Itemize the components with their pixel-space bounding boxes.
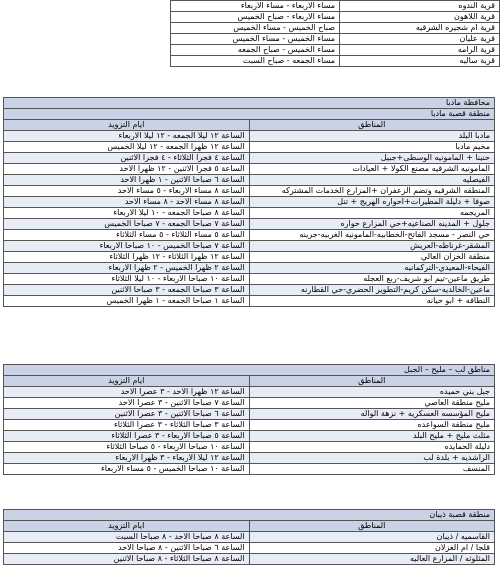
schedule-cell: الساعة ٨ صباحا الجمعه - ١٠ ليلا الاربعاء [4,208,250,219]
table-row [4,464,495,475]
schedule-cell: الساعة ٨ صباحا الثلاثاء - ٨ صباحا الاثنين [4,554,250,565]
lib-mleih-schedule-table [3,364,495,475]
header-area: المناطق [249,521,495,532]
section-title: محافظة مادبا [4,98,495,109]
schedule-cell: الساعة ٤ فجرا الثلاثاء - ٤ فجرا الاثنين [4,153,250,164]
schedule-cell: الساعة ١٠ صباحا الاربعاء - ٥ صباحا الثلاثاء [4,442,250,453]
schedule-cell: الساعة ٧ صباحا الاثنين - ٣ عصرا الاحد [4,398,250,409]
area-cell: قرية ساليه [340,56,500,67]
table-row [171,56,500,67]
schedule-cell: الساعة ١٢ ليلا الجمعه - ١٢ ليلا الاربعاء [4,131,250,142]
table-row [4,387,495,398]
table-row [4,219,495,230]
schedule-cell: الساعة ٦ صباحا الاثنين - ٣ عصرا الاثنين [4,409,250,420]
table-row [171,12,500,23]
area-cell: قرية ام شجيره الشرقيه [340,23,500,34]
area-cell: القاسميه / ذيبان [249,532,495,543]
area-cell: المامونيه الشرقيه مصنع الكولا + العيادات [249,164,495,175]
schedule-cell: الساعة ٣ صباحا الجمعه - ٣ صباحا الاثنين [4,285,250,296]
header-schedule: ايام التزويد [4,120,250,131]
table-row [171,23,500,34]
area-cell: قرية الندوه [340,1,500,12]
table-row [171,45,500,56]
table-row [4,252,495,263]
schedule-cell: الساعة ٧ صباحا الجمعه - ٧ صباحا الخميس [4,219,250,230]
schedule-cell: الساعة ٨ مساء الاربعاء - ٥ مساء الاحد [4,186,250,197]
schedule-cell: الساعة ١ صباحا الجمعه - ١ ظهرا الخميس [4,296,250,307]
header-schedule: ايام التزويد [4,376,250,387]
area-cell: جلول + المدينه الصناعيه+حي المزارع حواره [249,219,495,230]
area-cell: مادبا البلد [249,131,495,142]
table-row [4,208,495,219]
section-subtitle: منطقة قصبة مادبا [4,109,495,120]
schedule-cell: مساء الاربعاء - مساء الاربعاء [171,1,340,12]
schedule-cell: مساء الخميس - صباح الجمعه [171,45,340,56]
area-cell: قرية الرامه [340,45,500,56]
schedule-cell: الساعة ٦ صباحا الاثنين - ٨ صباحا الاحد [4,543,250,554]
section-title: مناطق لب – مليح – الجبل [4,365,495,376]
schedule-cell: الساعة ٢ ظهرا الخميس - ٢ ظهرا الاربعاء [4,263,250,274]
area-cell: قرية اللاهون [340,12,500,23]
header-row [4,521,495,532]
table-row [171,34,500,45]
table-row [4,442,495,453]
section-title-row [4,365,495,376]
header-area: المناطق [249,376,495,387]
schedule-cell: الساعة ٥ مساء الثلاثاء - ٥ مساء الثلاثاء [4,230,250,241]
schedule-cell: الساعة ١٢ ظهرا الجمعه - ١٢ ليلا الخميس [4,142,250,153]
area-cell: منطقة الخزان العالي [249,252,495,263]
table-row [4,263,495,274]
table-row [171,1,500,12]
section-subtitle-row [4,109,495,120]
area-cell: مخيم مادبا [249,142,495,153]
header-schedule: ايام التزويد [4,521,250,532]
table-row [4,453,495,464]
table-row [4,543,495,554]
schedule-cell: الساعة ٥ فجرا الاثنين - ١٢ ظهرا الاحد [4,164,250,175]
schedule-cell: صباح الخميس - مساء الخميس [171,23,340,34]
area-cell: حنينا + المامونيه الوسطى+جبيل [249,153,495,164]
area-cell: النطافه + ابو حيانه [249,296,495,307]
table-row [4,420,495,431]
table-row [4,554,495,565]
area-cell: المنطقه الشرقيه وتضم الزعفران +المزارع الخدمات المشتركه [249,186,495,197]
table-row [4,131,495,142]
schedule-cell: مساء الاربعاء - صباح الخميس [171,12,340,23]
table-row [4,296,495,307]
area-cell: الفيحاء-المعيدي-التركمانيه [249,263,495,274]
schedule-cell: الساعة ٦ صباحا الاثنين - ١ ظهرا الاحد [4,175,250,186]
area-cell: مثلث مليح + مليح البلد [249,431,495,442]
schedule-cell: الساعة ١٠ صباحا الاربعاء - ١٠ ليلا الثلاثاء [4,274,250,285]
area-cell: طريق ماعين-تيم ابو شريف-ربع العجله [249,274,495,285]
section-title: منطقة قصبة ذيبان [4,510,495,521]
schedule-cell: الساعة ١٢ ظهرا الثلاثاء - ١٢ ظهرا الثلاثاء [4,252,250,263]
table-row [4,409,495,420]
schedule-cell: الساعة ٧ صباحا الخميس - ١٠ صباحا الاربعاء [4,241,250,252]
header-row [4,120,495,131]
area-cell: ماعين-الخالديه-سكن كريم-التطوير الحضري-حي القطارنه [249,285,495,296]
schedule-cell: الساعة ٨ صباحا الاحد - ٨ صباحا السبت [4,532,250,543]
schedule-cell: الساعة ١٠ صباحا الخميس - ٥ مساء الاربعاء [4,464,250,475]
header-area: المناطق [249,120,495,131]
area-cell: صوفا + دليلة المطيرات+احواره الهريج + تنل [249,197,495,208]
section-title-row [4,510,495,521]
area-cell: الراشديه + بلدة لب [249,453,495,464]
area-cell: المنسف [249,464,495,475]
schedule-cell: الساعة ١٢ ظهرا الاحد - ٣ عصرا الاحد [4,387,250,398]
table-row [4,241,495,252]
table-row [4,186,495,197]
schedule-cell: مساء الخميس - مساء الخميس [171,34,340,45]
schedule-cell: الساعة ٥ صباحا الاربعاء - ٣ عصرا الثلاثاء [4,431,250,442]
header-row [4,376,495,387]
area-cell: دليلة الحمايده [249,442,495,453]
table-row [4,230,495,241]
table-row [4,164,495,175]
table-row [4,532,495,543]
area-cell: مليح المؤسسه العسكريه + نزهة الواله [249,409,495,420]
table-row [4,285,495,296]
area-cell: المثلوثه / المزارع العاليه [249,554,495,565]
table-row [4,153,495,164]
area-cell: المشقر-غرناطه-العريش [249,241,495,252]
area-cell: حي النصر - مسجد الفاتح-الخطابيه-المامونيه الغربيه-جرينه [249,230,495,241]
madaba-schedule-table [3,97,495,307]
schedule-cell: مساء الجمعه - صباح السبت [171,56,340,67]
table-row [4,431,495,442]
table-row [4,142,495,153]
area-cell: قرية عليان [340,34,500,45]
schedule-cell: الساعة ٣ صباحا الثلاثاء - ٣ عصرا الثلاثاء [4,420,250,431]
area-cell: مليح منطقة السواعده [249,420,495,431]
dhiban-schedule-table [3,509,495,565]
table-row [4,197,495,208]
area-cell: مليح منطقة العاصي [249,398,495,409]
village-schedule-table [170,0,500,67]
table-row [4,175,495,186]
area-cell: المريجمه [249,208,495,219]
schedule-cell: الساعة ١٢ ليلا الاربعاء - ٣ ظهرا الاربعاء [4,453,250,464]
area-cell: الفيصليه [249,175,495,186]
table-row [4,398,495,409]
schedule-cell: الساعة ٨ مساء الاحد - ٨ مساء الاحد [4,197,250,208]
section-title-row [4,98,495,109]
table-row [4,274,495,285]
area-cell: قلجا / ام الغزلان [249,543,495,554]
area-cell: جبل بني حميده [249,387,495,398]
